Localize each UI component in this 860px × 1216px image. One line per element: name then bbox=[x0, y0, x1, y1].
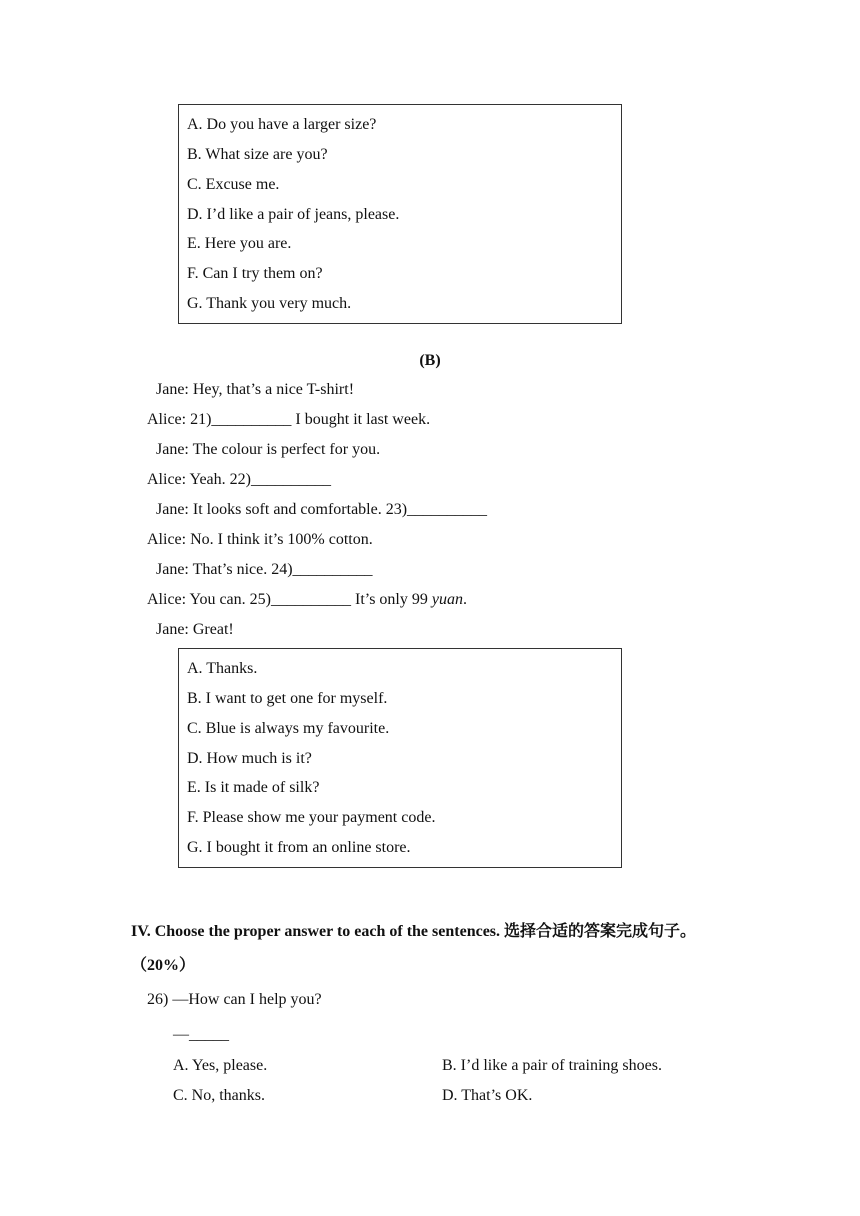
section-iv-heading: IV. Choose the proper answer to each of the sentences. 选择合适的答案完成句子。 bbox=[131, 923, 697, 940]
dialogue-line-6: Alice: No. I think it’s 100% cotton. bbox=[147, 531, 373, 548]
option-a: A. Thanks. bbox=[187, 660, 258, 677]
question-26: 26) —How can I help you? bbox=[147, 991, 322, 1008]
dialogue-line-8-text: Alice: You can. 25)__________ It’s only 99 bbox=[147, 591, 432, 608]
options-box-b bbox=[178, 648, 622, 868]
dialogue-line-7: Jane: That’s nice. 24)__________ bbox=[156, 561, 373, 578]
dialogue-line-9: Jane: Great! bbox=[156, 621, 234, 638]
option-d: D. I’d like a pair of jeans, please. bbox=[187, 206, 400, 223]
choice-b: B. I’d like a pair of training shoes. bbox=[442, 1057, 662, 1074]
answer-blank: —_____ bbox=[173, 1026, 229, 1043]
option-f: F. Can I try them on? bbox=[187, 265, 323, 282]
option-a: A. Do you have a larger size? bbox=[187, 116, 377, 133]
choice-d: D. That’s OK. bbox=[442, 1087, 533, 1104]
option-e: E. Here you are. bbox=[187, 235, 292, 252]
option-b: B. What size are you? bbox=[187, 146, 328, 163]
choice-c: C. No, thanks. bbox=[173, 1087, 265, 1104]
option-g: G. Thank you very much. bbox=[187, 295, 352, 312]
dialogue-line-1: Jane: Hey, that’s a nice T-shirt! bbox=[156, 381, 355, 398]
dialogue-line-4: Alice: Yeah. 22)__________ bbox=[147, 471, 331, 488]
dialogue-line-8 bbox=[147, 590, 467, 610]
option-d: D. How much is it? bbox=[187, 750, 312, 767]
options-box-a bbox=[178, 104, 622, 324]
currency-end: . bbox=[462, 591, 467, 608]
option-e: E. Is it made of silk? bbox=[187, 779, 320, 796]
dialogue-line-2: Alice: 21)__________ I bought it last week. bbox=[147, 411, 431, 428]
dialogue-line-3: Jane: The colour is perfect for you. bbox=[156, 441, 381, 458]
section-b-title: (B) bbox=[419, 352, 441, 369]
option-g: G. I bought it from an online store. bbox=[187, 839, 411, 856]
currency-word: yuan bbox=[431, 591, 463, 608]
section-iv-percent: （20%） bbox=[131, 957, 196, 974]
option-f: F. Please show me your payment code. bbox=[187, 809, 436, 826]
option-c: C. Excuse me. bbox=[187, 176, 280, 193]
dialogue-line-5: Jane: It looks soft and comfortable. 23)__________ bbox=[156, 501, 488, 518]
option-c: C. Blue is always my favourite. bbox=[187, 720, 390, 737]
choice-a: A. Yes, please. bbox=[173, 1057, 268, 1074]
option-b: B. I want to get one for myself. bbox=[187, 690, 388, 707]
